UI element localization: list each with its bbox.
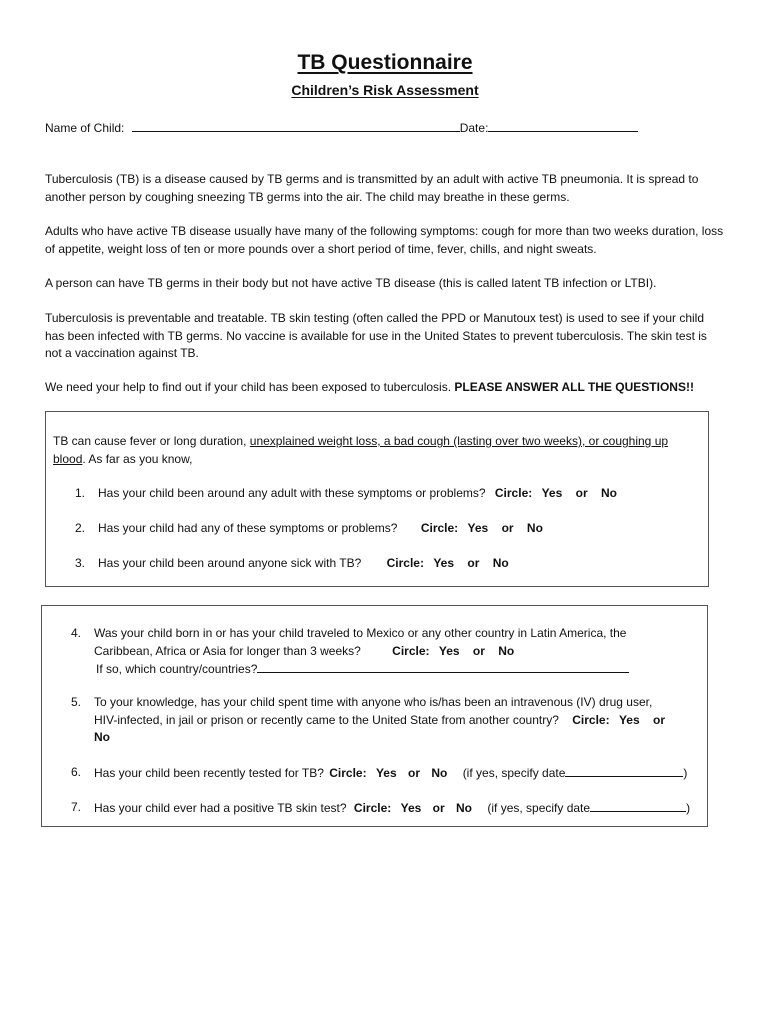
specify-date-label: (if yes, specify date <box>462 766 566 780</box>
answer-no[interactable]: No <box>498 643 515 658</box>
answer-or: or <box>408 766 420 780</box>
exposure-question-box <box>41 605 708 827</box>
answer-yes[interactable]: Yes <box>467 521 489 535</box>
circle-label: Circle: <box>494 486 533 500</box>
answer-yes[interactable]: Yes <box>433 556 455 570</box>
question-text: Has your child ever had a positive TB skin test? <box>94 801 347 815</box>
circle-label: Circle: <box>572 712 610 727</box>
symptoms-intro-underlined: unexplained weight loss, a bad cough (lasting over two weeks), or coughing up <box>249 434 669 448</box>
question-text-line-1: To your knowledge, has your child spent time with anyone who is/has been an intravenous (IV) drug user, <box>94 695 653 709</box>
answer-no[interactable]: No <box>492 556 509 570</box>
symptoms-question-box <box>45 411 709 587</box>
specify-date-label: (if yes, specify date <box>487 801 591 815</box>
question-text: Has your child been around anyone sick with TB? <box>98 556 362 570</box>
question-text: Has your child been recently tested for TB? <box>94 766 324 780</box>
date-field[interactable] <box>488 119 638 132</box>
question-text-line-2: HIV-infected, in jail or prison or recently came to the United State from another country? <box>94 712 559 727</box>
answer-yes[interactable]: Yes <box>375 766 397 780</box>
page-subtitle: Children’s Risk Assessment <box>291 82 479 98</box>
question-number: 1. <box>75 486 86 500</box>
answer-or: or <box>467 556 480 570</box>
question-number: 5. <box>71 695 82 709</box>
question-number: 6. <box>71 765 82 779</box>
intro-paragraph-3: A person can have TB germs in their body but not have active TB disease (this is called latent TB infection or LTBI). <box>45 276 657 290</box>
question-text: Has your child had any of these symptoms or problems? <box>98 521 398 535</box>
question-text-line-1: Was your child born in or has your child traveled to Mexico or any other country in Latin America, the <box>94 626 627 640</box>
name-of-child-label: Name of Child: <box>45 121 125 135</box>
test-date-field[interactable] <box>565 764 683 777</box>
answer-yes[interactable]: Yes <box>618 712 640 727</box>
answer-no[interactable]: No <box>431 766 448 780</box>
symptoms-intro-tail: . As far as you know, <box>82 451 193 466</box>
answer-or: or <box>501 521 514 535</box>
answer-or: or <box>472 643 485 658</box>
countries-label: If so, which country/countries? <box>96 662 258 676</box>
symptoms-intro-plain: TB can cause fever or long duration, <box>53 434 250 448</box>
circle-label: Circle: <box>420 521 459 535</box>
answer-no[interactable]: No <box>526 521 543 535</box>
answer-or: or <box>575 486 588 500</box>
question-number: 2. <box>75 521 86 535</box>
answer-yes[interactable]: Yes <box>400 801 422 815</box>
answer-yes[interactable]: Yes <box>438 643 460 658</box>
question-number: 4. <box>71 626 82 640</box>
question-text: Has your child been around any adult with these symptoms or problems? <box>98 486 486 500</box>
circle-label: Circle: <box>386 556 424 570</box>
close-paren: ) <box>683 766 688 780</box>
circle-label: Circle: <box>392 643 430 658</box>
countries-field[interactable] <box>257 660 629 673</box>
answer-yes[interactable]: Yes <box>541 486 563 500</box>
name-of-child-field[interactable] <box>132 119 460 132</box>
answer-or: or <box>432 801 445 815</box>
answer-no[interactable]: No <box>456 801 473 815</box>
intro-paragraph-5-text: We need your help to find out if your child has been exposed to tuberculosis. <box>45 380 455 394</box>
question-number: 3. <box>75 556 86 570</box>
circle-label: Circle: <box>353 801 392 815</box>
name-date-row <box>45 119 638 138</box>
close-paren: ) <box>686 801 691 815</box>
symptoms-intro <box>53 433 705 468</box>
intro-paragraph-5 <box>45 379 725 397</box>
answer-no[interactable]: No <box>94 730 110 744</box>
question-text-line-2: Caribbean, Africa or Asia for longer than 3 weeks? <box>94 643 361 658</box>
intro-paragraph-2: Adults who have active TB disease usually have many of the following symptoms: cough for more than two weeks duration, loss of appetite, weight loss of ten or more pounds over a short period of time, fever, chills, and night sweats. <box>45 224 724 256</box>
date-label: Date: <box>459 121 489 135</box>
answer-all-notice: PLEASE ANSWER ALL THE QUESTIONS!! <box>454 380 694 394</box>
intro-paragraph-4: Tuberculosis is preventable and treatable. TB skin testing (often called the PPD or Manutoux test) is used to see if your child has been infected with TB germs. No vaccine is available for use in the United States to prevent tuberculosis. The skin test is not a vaccination against TB. <box>45 311 707 360</box>
answer-no[interactable]: No <box>600 486 617 500</box>
positive-test-date-field[interactable] <box>590 799 686 812</box>
answer-or: or <box>653 712 665 727</box>
page-title: TB Questionnaire <box>297 51 473 74</box>
symptoms-intro-blood: blood <box>53 451 83 466</box>
circle-label: Circle: <box>329 766 367 780</box>
intro-paragraph-1: Tuberculosis (TB) is a disease caused by TB germs and is transmitted by an adult with active TB pneumonia. It is spread to another person by coughing sneezing TB germs into the air. The child may breathe in these germs. <box>45 172 699 204</box>
question-number: 7. <box>71 800 82 814</box>
